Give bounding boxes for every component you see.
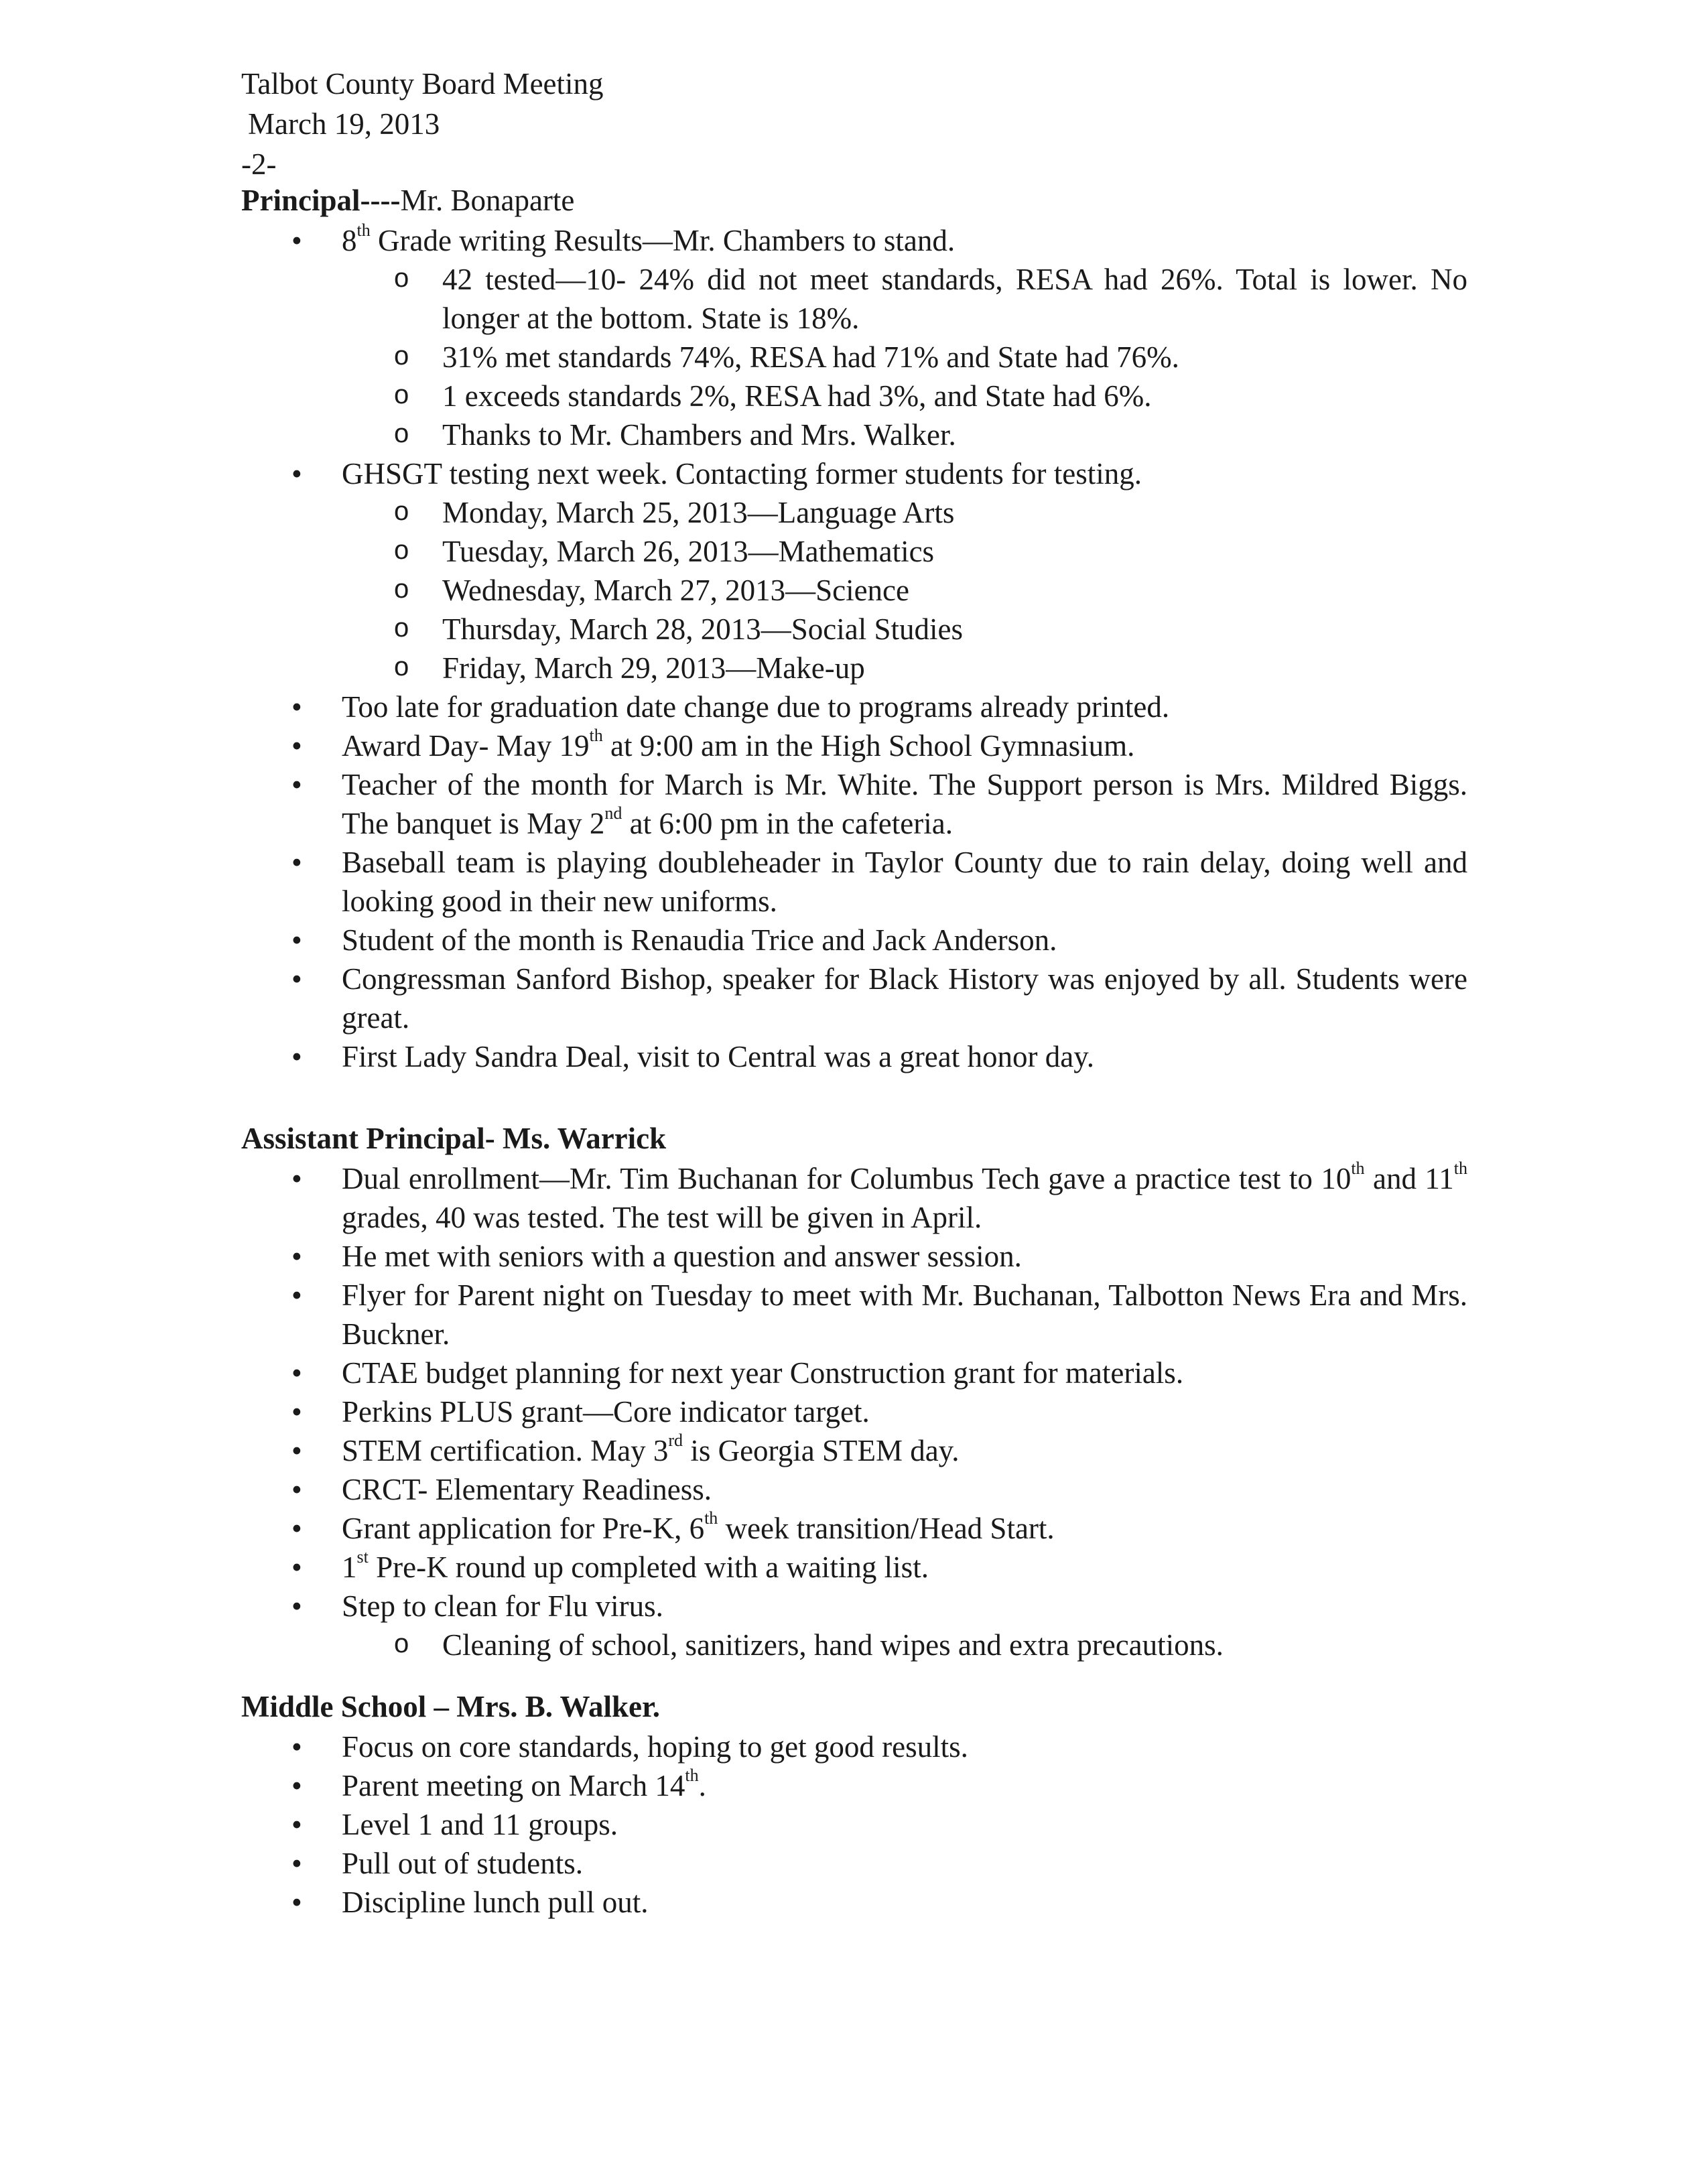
list-item: o Thursday, March 28, 2013—Social Studies [342, 610, 1467, 649]
list-item: • Grant application for Pre-K, 6th week transition/Head Start. [241, 1509, 1467, 1548]
assistant-principal-heading: Assistant Principal- Ms. Warrick [241, 1122, 667, 1155]
list-item: • CTAE budget planning for next year Construction grant for materials. [241, 1353, 1467, 1392]
list-item: • Too late for graduation date change due to programs already printed. [241, 687, 1467, 726]
list-item: • Congressman Sanford Bishop, speaker for Black History was enjoyed by all. Students were great. [241, 960, 1467, 1037]
list-item: • GHSGT testing next week. Contacting former students for testing. o Monday, March 25, 2013—Language Arts o Tuesday, March 26, 2013—Mathematics o Wednesday, March 27, 2013—Science o Thursday, March 28, 2013—Social Studies o Friday, March 29, 2013—Make-up [241, 454, 1467, 687]
list-item: • Flyer for Parent night on Tuesday to meet with Mr. Buchanan, Talbotton News Era and Mrs. Buckner. [241, 1276, 1467, 1353]
middle-school-list [241, 1727, 1467, 1922]
list-item: • Level 1 and 11 groups. [241, 1805, 1467, 1844]
list-item: • Baseball team is playing doubleheader in Taylor County due to rain delay, doing well and looking good in their new uniforms. [241, 843, 1467, 921]
page-number: -2- [241, 147, 277, 181]
list-item: • Focus on core standards, hoping to get good results. [241, 1727, 1467, 1766]
middle-school-heading: Middle School – Mrs. B. Walker. [241, 1690, 661, 1723]
list-item: o 42 tested—10- 24% did not meet standards, RESA had 26%. Total is lower. No longer at the bottom. State is 18%. [342, 260, 1467, 338]
list-item: o 1 exceeds standards 2%, RESA had 3%, and State had 6%. [342, 377, 1467, 415]
list-item: o Thanks to Mr. Chambers and Mrs. Walker. [342, 415, 1467, 454]
list-item: o 31% met standards 74%, RESA had 71% and State had 76%. [342, 338, 1467, 377]
meeting-title: Talbot County Board Meeting [241, 67, 604, 101]
list-item: o Monday, March 25, 2013—Language Arts [342, 493, 1467, 532]
list-item: o Friday, March 29, 2013—Make-up [342, 649, 1467, 687]
writing-results-sublist [342, 260, 1467, 454]
document-header [241, 64, 604, 185]
ghsgt-schedule-sublist [342, 493, 1467, 687]
list-item: o Cleaning of school, sanitizers, hand wipes and extra precautions. [342, 1626, 1467, 1664]
principal-list [241, 221, 1467, 1076]
list-item: • 8th Grade writing Results—Mr. Chambers to stand. o 42 tested—10- 24% did not meet standards, RESA had 26%. Total is lower. No longer at the bottom. State is 18%. o 31% met standards 74%, RESA had 71% and State had 76%. o 1 exceeds standards 2%, RESA had 3%, and State had 6%. o Thanks to Mr. Chambers and Mrs. Walker. [241, 221, 1467, 454]
list-item: • Step to clean for Flu virus. o Cleaning of school, sanitizers, hand wipes and extra precautions. [241, 1587, 1467, 1664]
list-item: • Student of the month is Renaudia Trice and Jack Anderson. [241, 921, 1467, 960]
assistant-principal-list [241, 1159, 1467, 1664]
list-item: • Pull out of students. [241, 1844, 1467, 1883]
list-item: • Award Day- May 19th at 9:00 am in the High School Gymnasium. [241, 726, 1467, 765]
list-item: • Parent meeting on March 14th. [241, 1766, 1467, 1805]
list-item: • STEM certification. May 3rd is Georgia STEM day. [241, 1431, 1467, 1470]
list-item: • Dual enrollment—Mr. Tim Buchanan for Columbus Tech gave a practice test to 10th and 11th grades, 40 was tested. The test will be given in April. [241, 1159, 1467, 1237]
list-item: • Perkins PLUS grant—Core indicator target. [241, 1392, 1467, 1431]
list-item: • Discipline lunch pull out. [241, 1883, 1467, 1922]
flu-cleaning-sublist [342, 1626, 1467, 1664]
list-item: • Teacher of the month for March is Mr. White. The Support person is Mrs. Mildred Biggs. The banquet is May 2nd at 6:00 pm in the cafeteria. [241, 765, 1467, 843]
meeting-date: March 19, 2013 [248, 107, 440, 141]
list-item: • First Lady Sandra Deal, visit to Central was a great honor day. [241, 1037, 1467, 1076]
list-item: • He met with seniors with a question and answer session. [241, 1237, 1467, 1276]
list-item: o Tuesday, March 26, 2013—Mathematics [342, 532, 1467, 571]
principal-heading: Principal----Mr. Bonaparte [241, 184, 575, 217]
list-item: • 1st Pre-K round up completed with a waiting list. [241, 1548, 1467, 1587]
list-item: o Wednesday, March 27, 2013—Science [342, 571, 1467, 610]
list-item: • CRCT- Elementary Readiness. [241, 1470, 1467, 1509]
